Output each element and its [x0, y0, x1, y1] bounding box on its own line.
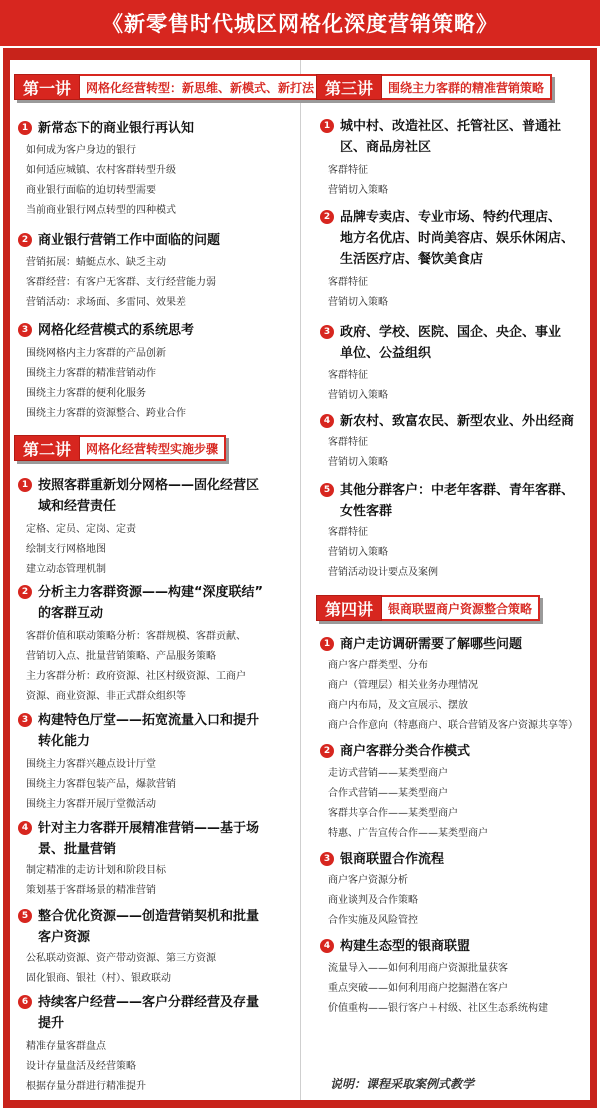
topic-number-badge: 4: [320, 939, 334, 953]
topic-title-line: 单位、公益组织: [340, 346, 432, 361]
topic-item: 商业银行面临的迫切转型需要: [26, 185, 156, 196]
topic-number-badge: 1: [320, 637, 334, 651]
topic-item: 营销切入点、批量营销策略、产品服务策略: [26, 651, 216, 662]
topic-title: [340, 480, 574, 522]
topic-title-line: 持续客户经营——客户分群经营及存量: [38, 995, 260, 1010]
topic-number-badge: 3: [320, 852, 334, 866]
topic-item: 营销切入策略: [328, 297, 388, 308]
topic-item: 客群特征: [328, 277, 368, 288]
topic-title: [38, 475, 259, 517]
topic-title: [340, 322, 561, 364]
topic-item: 设计存量盘活及经营策略: [26, 1061, 136, 1072]
topic-item: 营销活动：求场面、多雷同、效果差: [26, 297, 186, 308]
topic-number-badge: 5: [320, 483, 334, 497]
lecture-number: 第四讲: [316, 595, 382, 621]
topic-number-badge: 2: [320, 210, 334, 224]
lecture-title: 网格化经营转型实施步骤: [80, 435, 226, 461]
topic-item: 资源、商业资源、非正式群众组织等: [26, 691, 186, 702]
topic-heading: [320, 411, 590, 432]
topic-title-line: 构建生态型的银商联盟: [340, 939, 471, 954]
topic-item: 围绕主力客群兴趣点设计厅堂: [26, 759, 156, 770]
topic-title-line: 客户资源: [38, 930, 91, 945]
topic-title-line: 政府、学校、医院、国企、央企、事业: [340, 325, 562, 340]
lecture-number: 第三讲: [316, 74, 382, 100]
topic-item: 营销切入策略: [328, 457, 388, 468]
topic-title: [340, 116, 561, 158]
topic-title: [340, 634, 522, 655]
topic-item: 主力客群分析：政府资源、社区村级资源、工商户: [26, 671, 246, 682]
topic-title-line: 生活医疗店、餐饮美食店: [340, 252, 484, 267]
column-divider: [300, 60, 301, 1100]
lecture-title: 网格化经营转型：新思维、新模式、新打法: [80, 74, 322, 100]
topic-title-line: 商业银行营销工作中面临的问题: [38, 233, 221, 248]
topic-title-line: 网格化经营模式的系统思考: [38, 323, 195, 338]
topic-title-line: 商户走访调研需要了解哪些问题: [340, 637, 523, 652]
topic-title-line: 新常态下的商业银行再认知: [38, 121, 195, 136]
topic-title-line: 商户客群分类合作模式: [340, 744, 471, 759]
topic-title: [38, 906, 259, 948]
topic-title-line: 的客群互动: [38, 606, 104, 621]
topic-number-badge: 6: [18, 995, 32, 1009]
topic-item: 商户客户资源分析: [328, 875, 408, 886]
topic-heading: [18, 818, 294, 860]
topic-item: 营销切入策略: [328, 390, 388, 401]
lecture-header: [14, 435, 226, 461]
topic-item: 重点突破——如何利用商户挖掘潜在客户: [328, 983, 508, 994]
topic-number-badge: 4: [18, 821, 32, 835]
topic-title-line: 银商联盟合作流程: [340, 852, 445, 867]
topic-title: [38, 320, 194, 341]
topic-item: 如何适应城镇、农村客群转型升级: [26, 165, 176, 176]
topic-heading: [320, 741, 590, 762]
topic-title-line: 针对主力客群开展精准营销——基于场: [38, 821, 260, 836]
topic-item: 根据存量分群进行精准提升: [26, 1081, 146, 1092]
topic-number-badge: 2: [18, 233, 32, 247]
topic-title: [340, 849, 444, 870]
topic-title: [38, 582, 263, 624]
topic-title: [38, 118, 194, 139]
topic-number-badge: 4: [320, 414, 334, 428]
topic-title: [38, 230, 220, 251]
topic-number-badge: 3: [18, 323, 32, 337]
topic-item: 营销切入策略: [328, 547, 388, 558]
topic-heading: [18, 230, 294, 251]
topic-title-line: 按照客群重新划分网格——固化经营区: [38, 478, 260, 493]
topic-title: [340, 741, 470, 762]
topic-heading: [320, 116, 590, 158]
topic-title: [38, 992, 259, 1034]
topic-number-badge: 1: [320, 119, 334, 133]
topic-item: 绘制支行网格地图: [26, 544, 106, 555]
topic-item: 如何成为客户身边的银行: [26, 145, 136, 156]
topic-heading: [18, 710, 294, 752]
topic-heading: [18, 582, 294, 624]
topic-heading: [18, 118, 294, 139]
topic-item: 商业谈判及合作策略: [328, 895, 418, 906]
topic-item: 客群特征: [328, 165, 368, 176]
topic-number-badge: 3: [18, 713, 32, 727]
topic-title-line: 区、商品房社区: [340, 140, 432, 155]
topic-item: 商户内布局，及文宣展示、摆放: [328, 700, 468, 711]
topic-title-line: 整合优化资源——创造营销契机和批量: [38, 909, 260, 924]
lecture-title: 银商联盟商户资源整合策略: [382, 595, 540, 621]
topic-item: 围绕主力客群包装产品，爆款营销: [26, 779, 176, 790]
topic-item: 营销拓展：蜻蜓点水、缺乏主动: [26, 257, 166, 268]
topic-heading: [320, 936, 590, 957]
lecture-header: [316, 74, 552, 100]
topic-title-line: 分析主力客群资源——构建“深度联结”: [38, 585, 264, 600]
topic-item: 商户（管理层）相关业务办理情况: [328, 680, 478, 691]
topic-item: 围绕主力客群的便利化服务: [26, 388, 146, 399]
topic-item: 客群特征: [328, 527, 368, 538]
topic-title-line: 转化能力: [38, 734, 91, 749]
topic-item: 客群价值和联动策略分析：客群规模、客群贡献、: [26, 631, 246, 642]
topic-title: [340, 411, 574, 432]
topic-item: 围绕网格内主力客群的产品创新: [26, 348, 166, 359]
topic-item: 营销活动设计要点及案例: [328, 567, 438, 578]
topic-heading: [18, 992, 294, 1034]
topic-item: 当前商业银行网点转型的四种模式: [26, 205, 176, 216]
lecture-number: 第一讲: [14, 74, 80, 100]
topic-title: [340, 936, 470, 957]
topic-title-line: 提升: [38, 1016, 65, 1031]
topic-item: 定格、定员、定岗、定责: [26, 524, 136, 535]
topic-number-badge: 3: [320, 325, 334, 339]
topic-number-badge: 1: [18, 478, 32, 492]
topic-item: 制定精准的走访计划和阶段目标: [26, 865, 166, 876]
lecture-header: [14, 74, 322, 100]
topic-item: 流量导入——如何利用商户资源批量获客: [328, 963, 508, 974]
topic-item: 合作式营销——某类型商户: [328, 788, 448, 799]
topic-heading: [320, 849, 590, 870]
topic-item: 公私联动资源、资产带动资源、第三方资源: [26, 953, 216, 964]
topic-item: 精准存量客群盘点: [26, 1041, 106, 1052]
topic-heading: [18, 475, 294, 517]
topic-item: 围绕主力客群开展厅堂微活动: [26, 799, 156, 810]
topic-title-line: 构建特色厅堂——拓宽流量入口和提升: [38, 713, 260, 728]
lecture-header: [316, 595, 540, 621]
topic-item: 商户客户群类型、分布: [328, 660, 428, 671]
topic-heading: [320, 207, 590, 270]
topic-number-badge: 1: [18, 121, 32, 135]
topic-heading: [320, 322, 590, 364]
topic-item: 商户合作意向（特惠商户、联合营销及客户资源共享等）: [328, 720, 578, 731]
topic-item: 固化银商、银社（村）、银政联动: [26, 973, 171, 984]
topic-heading: [18, 906, 294, 948]
topic-title-line: 女性客群: [340, 504, 393, 519]
topic-item: 营销切入策略: [328, 185, 388, 196]
topic-item: 客群特征: [328, 437, 368, 448]
topic-heading: [320, 634, 590, 655]
topic-title: [340, 207, 574, 270]
topic-title-line: 城中村、改造社区、托管社区、普通社: [340, 119, 562, 134]
lecture-number: 第二讲: [14, 435, 80, 461]
topic-title-line: 新农村、致富农民、新型农业、外出经商: [340, 414, 575, 429]
topic-heading: [18, 320, 294, 341]
topic-title: [38, 818, 259, 860]
topic-number-badge: 5: [18, 909, 32, 923]
topic-item: 客群特征: [328, 370, 368, 381]
page-title: 《新零售时代城区网格化深度营销策略》: [0, 0, 600, 46]
topic-title-line: 景、批量营销: [38, 842, 117, 857]
topic-item: 走访式营销——某类型商户: [328, 768, 448, 779]
topic-title-line: 域和经营责任: [38, 499, 117, 514]
topic-heading: [320, 480, 590, 522]
topic-number-badge: 2: [18, 585, 32, 599]
topic-item: 客群经营：有客户无客群、支行经营能力弱: [26, 277, 216, 288]
topic-item: 价值重构——银行客户＋村级、社区生态系统构建: [328, 1003, 548, 1014]
topic-title-line: 地方名优店、时尚美容店、娱乐休闲店、: [340, 231, 575, 246]
topic-item: 合作实施及风险管控: [328, 915, 418, 926]
topic-item: 特惠、广告宣传合作——某类型商户: [328, 828, 488, 839]
topic-title-line: 品牌专卖店、专业市场、特约代理店、: [340, 210, 562, 225]
topic-title: [38, 710, 259, 752]
course-note: 说明：课程采取案例式教学: [330, 1077, 475, 1091]
topic-item: 围绕主力客群的精准营销动作: [26, 368, 156, 379]
topic-item: 围绕主力客群的资源整合、跨业合作: [26, 408, 186, 419]
topic-item: 建立动态管理机制: [26, 564, 106, 575]
topic-title-line: 其他分群客户：中老年客群、青年客群、: [340, 483, 575, 498]
topic-item: 客群共享合作——某类型商户: [328, 808, 458, 819]
lecture-title: 围绕主力客群的精准营销策略: [382, 74, 552, 100]
topic-number-badge: 2: [320, 744, 334, 758]
topic-item: 策划基于客群场景的精准营销: [26, 885, 156, 896]
